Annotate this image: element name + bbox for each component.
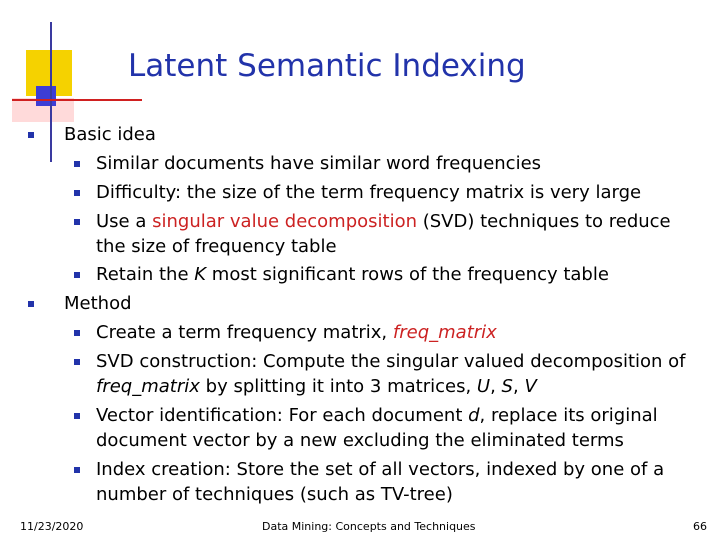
sub-bullet-similar-docs [96, 151, 696, 176]
similar-docs-text: Similar documents have similar word frequencies [96, 153, 542, 174]
sub-bullet-create-matrix: Create a term frequency matrix, freq_matrix [96, 320, 696, 345]
k-variable: K [194, 264, 207, 285]
sub-bullet-vector-identification [96, 403, 696, 453]
bullet-marker [74, 359, 80, 365]
bullet-marker [74, 330, 80, 336]
bullet-marker [74, 272, 80, 278]
bullet-marker [74, 161, 80, 167]
method-label: Method [64, 293, 132, 314]
bullet-marker [74, 190, 80, 196]
svd-construction-line-1: SVD construction: Compute the singular valued decomposition of [96, 351, 686, 372]
bullet-marker [74, 467, 80, 473]
freq-matrix-highlight: freq_matrix [392, 322, 497, 343]
slide-title: Latent Semantic Indexing [128, 48, 526, 84]
sub-bullet-difficulty [96, 180, 696, 205]
footer-date: 11/23/2020 [20, 520, 84, 533]
bullet-method [64, 291, 132, 316]
svd-line-2: the size of frequency table [96, 236, 337, 257]
logo-blue-square [36, 86, 56, 106]
bullet-marker [28, 301, 34, 307]
bullet-marker [28, 132, 34, 138]
sub-bullet-svd [96, 209, 696, 259]
sub-bullet-svd-construction [96, 349, 696, 399]
index-creation-line-1: Index creation: Store the set of all vectors, indexed by one of a [96, 459, 665, 480]
bullet-marker [74, 413, 80, 419]
basic-idea-label: Basic idea [64, 124, 156, 145]
vector-id-line-1: Vector identification: For each document d, replace its original [96, 405, 658, 426]
logo-horizontal-line [12, 99, 142, 101]
index-creation-line-2: number of techniques (such as TV-tree) [96, 484, 453, 505]
bullet-basic-idea [64, 122, 156, 147]
footer-source: Data Mining: Concepts and Techniques [262, 520, 476, 533]
svd-highlight: singular value decomposition [152, 211, 418, 232]
bullet-marker [74, 219, 80, 225]
svd-line-1: Use a singular value decomposition (SVD) techniques to reduce [96, 211, 671, 232]
footer-page-number: 66 [693, 520, 707, 533]
svd-construction-line-2: freq_matrix by splitting it into 3 matrices, U, S, V [96, 376, 537, 397]
vector-id-line-2: document vector by a new excluding the eliminated terms [96, 430, 624, 451]
logo-vertical-line [50, 22, 52, 162]
sub-bullet-retain-k: Retain the K most significant rows of the frequency table [96, 262, 696, 287]
sub-bullet-index-creation [96, 457, 696, 507]
difficulty-text: Difficulty: the size of the term frequency matrix is very large [96, 182, 642, 203]
